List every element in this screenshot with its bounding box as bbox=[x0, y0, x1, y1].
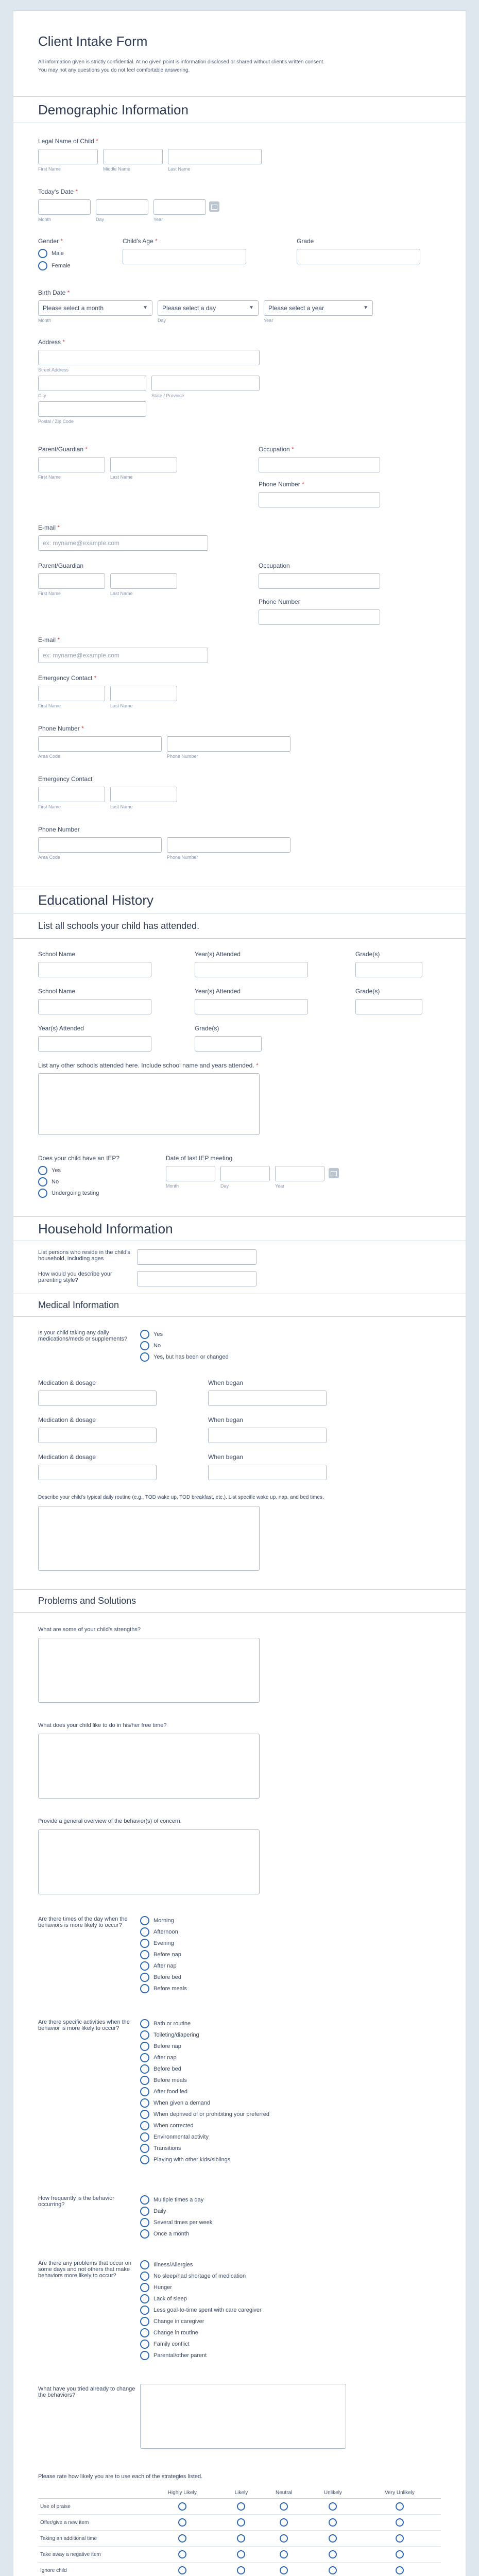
setting-events-label: Are there any problems that occur on some days and not others that make behaviors more likely to occur? bbox=[38, 2260, 131, 2279]
matrix-cell bbox=[223, 2531, 261, 2547]
acts-option-label: Before nap bbox=[153, 2043, 181, 2049]
acts-option-label: Transitions bbox=[153, 2145, 181, 2151]
sublabel-first: First Name bbox=[38, 804, 61, 809]
med-yes-label: Yes bbox=[153, 1331, 163, 1337]
acts-option-label: After food fed bbox=[153, 2089, 188, 2095]
matrix-cell bbox=[307, 2499, 358, 2515]
grade-label: Grade bbox=[297, 238, 314, 245]
matrix-row-label: Offer/give a new item bbox=[38, 2515, 142, 2531]
acts-option-radio[interactable] bbox=[140, 2110, 149, 2119]
matrix-cell bbox=[307, 2531, 358, 2547]
acts-option-label: Before meals bbox=[153, 2077, 187, 2083]
parent1-label: Parent/Guardian * bbox=[38, 446, 88, 453]
matrix-radio[interactable] bbox=[396, 2566, 404, 2574]
prob-option-radio[interactable] bbox=[140, 2317, 149, 2326]
times-option-label: Evening bbox=[153, 1940, 174, 1946]
med-dosage-label: Medication & dosage bbox=[38, 1453, 96, 1461]
prob-option-radio[interactable] bbox=[140, 2272, 149, 2281]
section-title: Household Information bbox=[38, 1221, 173, 1236]
overview-textarea[interactable] bbox=[38, 1829, 260, 1894]
freq-option-radio[interactable] bbox=[140, 2218, 149, 2227]
matrix-cell bbox=[358, 2563, 441, 2576]
matrix-cell bbox=[223, 2547, 261, 2563]
phone-label: Phone Number * bbox=[259, 481, 304, 488]
matrix-cell bbox=[307, 2547, 358, 2563]
overview-label: Provide a general overview of the behavior(s) of concern. bbox=[38, 1818, 182, 1824]
matrix-radio[interactable] bbox=[178, 2566, 186, 2574]
form-intro-line2: You may not any questions you do not feel comfortable answering. bbox=[38, 67, 190, 73]
matrix-row bbox=[38, 2499, 441, 2515]
times-option-radio[interactable] bbox=[140, 1927, 149, 1937]
acts-option-radio[interactable] bbox=[140, 2098, 149, 2108]
sublabel-day: Day bbox=[96, 217, 105, 222]
acts-option-label: Playing with other kids/siblings bbox=[153, 2157, 231, 2163]
section-title-medical: Medical Information bbox=[38, 1300, 119, 1310]
matrix-radio[interactable] bbox=[237, 2566, 245, 2574]
sublabel-first: First Name bbox=[38, 474, 61, 480]
form-intro-line1: All information given is strictly confidential. At no given point is information disclosed or shared without client's written consent. bbox=[38, 59, 325, 65]
birth-date-label: Birth Date * bbox=[38, 289, 70, 296]
acts-option-radio[interactable] bbox=[140, 2053, 149, 2062]
gender-female-label: Female bbox=[52, 263, 71, 269]
matrix-radio[interactable] bbox=[280, 2534, 288, 2543]
year-attended-label: Year(s) Attended bbox=[38, 1025, 84, 1032]
sublabel-street: Street Address bbox=[38, 367, 69, 372]
acts-option-label: When given a demand bbox=[153, 2100, 211, 2106]
section-title: Demographic Information bbox=[38, 102, 189, 117]
tried-label: What have you tried already to change the behaviors? bbox=[38, 2386, 135, 2398]
matrix-corner bbox=[38, 2487, 142, 2499]
matrix-row bbox=[38, 2531, 441, 2547]
grades-label: Grade(s) bbox=[355, 951, 380, 958]
sublabel-year: Year bbox=[153, 217, 163, 222]
child-age-label: Child's Age * bbox=[123, 238, 158, 245]
sublabel-first: First Name bbox=[38, 166, 61, 172]
year-attended-label: Year(s) Attended bbox=[195, 951, 241, 958]
sublabel-last: Last Name bbox=[110, 591, 133, 596]
sublabel-postal: Postal / Zip Code bbox=[38, 419, 74, 424]
matrix-cell bbox=[358, 2547, 441, 2563]
acts-option-radio[interactable] bbox=[140, 2121, 149, 2130]
birth-month-select[interactable]: Please select a month ▼ bbox=[38, 300, 152, 316]
times-option-label: Before bed bbox=[153, 1974, 181, 1980]
matrix-radio[interactable] bbox=[280, 2502, 288, 2511]
matrix-row-label: Taking an additional time bbox=[38, 2531, 142, 2547]
matrix-cell bbox=[223, 2563, 261, 2576]
grades-label: Grade(s) bbox=[355, 988, 380, 995]
matrix-cell bbox=[142, 2499, 223, 2515]
medications-question-label: Is your child taking any daily medications/meds or supplements? bbox=[38, 1330, 128, 1342]
times-option-label: Morning bbox=[153, 1918, 174, 1924]
matrix-radio[interactable] bbox=[396, 2534, 404, 2543]
matrix-radio[interactable] bbox=[329, 2566, 337, 2574]
matrix-col-header: Very Unlikely bbox=[358, 2487, 441, 2499]
prob-option-label: Family conflict bbox=[153, 2341, 190, 2347]
freq-option-label: Several times per week bbox=[153, 2219, 213, 2226]
matrix-radio[interactable] bbox=[178, 2518, 186, 2527]
strengths-textarea[interactable] bbox=[38, 1638, 260, 1703]
prob-option-label: Illness/Allergies bbox=[153, 2262, 193, 2268]
section-title-problems: Problems and Solutions bbox=[38, 1596, 136, 1606]
matrix-radio[interactable] bbox=[178, 2534, 186, 2543]
matrix-radio[interactable] bbox=[178, 2502, 186, 2511]
matrix-col-header: Neutral bbox=[260, 2487, 307, 2499]
household-members-label: List persons who reside in the child's household, including ages bbox=[38, 1249, 130, 1262]
freq-option-radio[interactable] bbox=[140, 2229, 149, 2239]
times-option-radio[interactable] bbox=[140, 1961, 149, 1971]
prob-option-label: Less goal-to-time spent with care caregiver bbox=[153, 2307, 262, 2313]
matrix-col-header: Unlikely bbox=[307, 2487, 358, 2499]
occupation2-label: Occupation bbox=[259, 562, 290, 569]
legal-name-label: Legal Name of Child * bbox=[38, 138, 98, 145]
sublabel-month: Month bbox=[38, 217, 52, 222]
prob-option-label: Parental/other parent bbox=[153, 2352, 207, 2359]
emergency1-phone-label: Phone Number * bbox=[38, 725, 84, 732]
matrix-col-header: Likely bbox=[223, 2487, 261, 2499]
matrix-row bbox=[38, 2547, 441, 2563]
sublabel-city: City bbox=[38, 393, 46, 398]
med-changed-label: Yes, but has been or changed bbox=[153, 1354, 229, 1360]
prob-option-label: Hunger bbox=[153, 2284, 173, 2291]
prob-option-label: Change in caregiver bbox=[153, 2318, 204, 2325]
sublabel-day: Day bbox=[158, 318, 166, 323]
email-input[interactable]: ex: myname@example.com bbox=[38, 535, 208, 551]
matrix-radio[interactable] bbox=[280, 2550, 288, 2558]
emergency2-phone-label: Phone Number bbox=[38, 826, 80, 833]
free-time-textarea[interactable] bbox=[38, 1734, 260, 1799]
sublabel-last: Last Name bbox=[110, 804, 133, 809]
matrix-radio[interactable] bbox=[396, 2550, 404, 2558]
times-label: Are there times of the day when the behaviors is more likely to occur? bbox=[38, 1916, 128, 1928]
year-attended-label: Year(s) Attended bbox=[195, 988, 241, 995]
matrix-radio[interactable] bbox=[280, 2566, 288, 2574]
sublabel-phone: Phone Number bbox=[167, 754, 198, 759]
sublabel-last: Last Name bbox=[110, 703, 133, 708]
med-dosage-label: Medication & dosage bbox=[38, 1379, 96, 1386]
acts-option-radio[interactable] bbox=[140, 2087, 149, 2096]
iep-yes-label: Yes bbox=[52, 1167, 61, 1174]
sublabel-area: Area Code bbox=[38, 855, 61, 860]
email-label: E-mail * bbox=[38, 524, 60, 531]
sublabel-year: Year bbox=[264, 318, 273, 323]
matrix-row-label: Ignore child bbox=[38, 2563, 142, 2576]
strengths-label: What are some of your child's strengths? bbox=[38, 1626, 141, 1633]
med-dosage-label: Medication & dosage bbox=[38, 1416, 96, 1423]
prob-option-radio[interactable] bbox=[140, 2283, 149, 2292]
freq-option-label: Daily bbox=[153, 2208, 166, 2214]
matrix-row-label: Take away a negative item bbox=[38, 2547, 142, 2563]
matrix-cell bbox=[307, 2515, 358, 2531]
education-subtitle: List all schools your child has attended. bbox=[38, 921, 200, 931]
sublabel-day: Day bbox=[220, 1183, 229, 1189]
prob-option-radio[interactable] bbox=[140, 2260, 149, 2269]
matrix-radio[interactable] bbox=[178, 2550, 186, 2558]
matrix-cell bbox=[142, 2547, 223, 2563]
strategies-matrix bbox=[38, 2487, 441, 2576]
sublabel-first: First Name bbox=[38, 703, 61, 708]
matrix-cell bbox=[260, 2515, 307, 2531]
times-option-label: Before meals bbox=[153, 1986, 187, 1992]
acts-option-label: After nap bbox=[153, 2055, 177, 2061]
acts-option-label: When corrected bbox=[153, 2123, 194, 2129]
matrix-cell bbox=[260, 2563, 307, 2576]
matrix-cell bbox=[260, 2531, 307, 2547]
acts-option-radio[interactable] bbox=[140, 2144, 149, 2153]
email2-input[interactable]: ex: myname@example.com bbox=[38, 648, 208, 663]
sublabel-phone: Phone Number bbox=[167, 855, 198, 860]
iep-label: Does your child have an IEP? bbox=[38, 1155, 120, 1162]
matrix-cell bbox=[307, 2563, 358, 2576]
school-name-label: School Name bbox=[38, 951, 76, 958]
matrix-radio[interactable] bbox=[237, 2502, 245, 2511]
acts-option-radio[interactable] bbox=[140, 2019, 149, 2028]
times-option-radio[interactable] bbox=[140, 1939, 149, 1948]
matrix-radio[interactable] bbox=[396, 2518, 404, 2527]
times-option-label: Before nap bbox=[153, 1952, 181, 1958]
sublabel-month: Month bbox=[166, 1183, 179, 1189]
matrix-cell bbox=[142, 2531, 223, 2547]
prob-option-radio[interactable] bbox=[140, 2328, 149, 2337]
matrix-cell bbox=[260, 2547, 307, 2563]
acts-option-label: When deprived of or prohibiting your preferred bbox=[153, 2111, 270, 2117]
tried-textarea[interactable] bbox=[140, 2384, 346, 2449]
matrix-cell bbox=[358, 2531, 441, 2547]
prob-option-label: Change in routine bbox=[153, 2330, 198, 2336]
problem-fields bbox=[13, 11, 466, 2576]
sublabel-year: Year bbox=[275, 1183, 285, 1189]
sublabel-area: Area Code bbox=[38, 754, 61, 759]
acts-option-label: Bath or routine bbox=[153, 2021, 191, 2027]
prob-option-radio[interactable] bbox=[140, 2340, 149, 2349]
sublabel-first: First Name bbox=[38, 591, 61, 596]
last-iep-label: Date of last IEP meeting bbox=[166, 1155, 233, 1162]
gender-male-label: Male bbox=[52, 250, 64, 257]
acts-option-radio[interactable] bbox=[140, 2030, 149, 2040]
matrix-row-label: Use of praise bbox=[38, 2499, 142, 2515]
birth-day-select[interactable]: Please select a day ▼ bbox=[158, 300, 259, 316]
prob-option-radio[interactable] bbox=[140, 2294, 149, 2303]
frequency-label: How frequently is the behavior occurring? bbox=[38, 2195, 114, 2208]
times-option-radio[interactable] bbox=[140, 1973, 149, 1982]
iep-no-label: No bbox=[52, 1179, 59, 1185]
acts-option-label: Environmental activity bbox=[153, 2134, 209, 2140]
freq-option-label: Multiple times a day bbox=[153, 2197, 204, 2203]
sublabel-last: Last Name bbox=[110, 474, 133, 480]
med-no-label: No bbox=[153, 1343, 161, 1349]
section-title: Educational History bbox=[38, 892, 153, 908]
form-title: Client Intake Form bbox=[38, 33, 148, 49]
matrix-radio[interactable] bbox=[329, 2502, 337, 2511]
matrix-radio[interactable] bbox=[329, 2534, 337, 2543]
acts-option-radio[interactable] bbox=[140, 2064, 149, 2074]
sublabel-middle: Middle Name bbox=[103, 166, 131, 172]
freq-option-label: Once a month bbox=[153, 2231, 190, 2237]
grades-label: Grade(s) bbox=[195, 1025, 219, 1032]
prob-option-radio[interactable] bbox=[140, 2351, 149, 2360]
matrix-radio[interactable] bbox=[396, 2502, 404, 2511]
prob-option-label: Lack of sleep bbox=[153, 2296, 187, 2302]
sublabel-last: Last Name bbox=[168, 166, 191, 172]
matrix-cell bbox=[358, 2499, 441, 2515]
prob-option-label: No sleep/had shortage of medication bbox=[153, 2273, 246, 2279]
matrix-cell bbox=[358, 2515, 441, 2531]
routine-label: Describe your child's typical daily routine (e.g., TOD wake up, TOD breakfast, etc.). List specific wake up, nap, and bed times. bbox=[38, 1495, 324, 1500]
acts-option-radio[interactable] bbox=[140, 2042, 149, 2051]
emergency1-label: Emergency Contact * bbox=[38, 674, 97, 682]
school-name-label: School Name bbox=[38, 988, 76, 995]
times-option-radio[interactable] bbox=[140, 1950, 149, 1959]
free-time-label: What does your child like to do in his/her free time? bbox=[38, 1722, 167, 1728]
when-began-label: When began bbox=[208, 1416, 244, 1423]
email2-label: E-mail * bbox=[38, 636, 60, 643]
acts-option-radio[interactable] bbox=[140, 2132, 149, 2142]
acts-option-label: Toileting/diapering bbox=[153, 2032, 199, 2038]
phone2-label: Phone Number bbox=[259, 598, 300, 605]
when-began-label: When began bbox=[208, 1379, 244, 1386]
intake-form bbox=[13, 10, 466, 2576]
freq-option-radio[interactable] bbox=[140, 2195, 149, 2205]
occupation-label: Occupation * bbox=[259, 446, 294, 453]
matrix-cell bbox=[260, 2499, 307, 2515]
address-label: Address * bbox=[38, 338, 65, 346]
when-began-label: When began bbox=[208, 1453, 244, 1461]
matrix-row bbox=[38, 2563, 441, 2576]
activities-label: Are there specific activities when the behavior is more likely to occur? bbox=[38, 2019, 130, 2031]
acts-option-radio[interactable] bbox=[140, 2076, 149, 2085]
freq-option-radio[interactable] bbox=[140, 2207, 149, 2216]
matrix-radio[interactable] bbox=[329, 2518, 337, 2527]
acts-option-radio[interactable] bbox=[140, 2155, 149, 2164]
matrix-cell bbox=[223, 2499, 261, 2515]
todays-date-label: Today's Date * bbox=[38, 188, 78, 195]
times-option-label: Afternoon bbox=[153, 1929, 178, 1935]
iep-testing-label: Undergoing testing bbox=[52, 1190, 99, 1196]
matrix-row bbox=[38, 2515, 441, 2531]
times-option-radio[interactable] bbox=[140, 1916, 149, 1925]
gender-label: Gender * bbox=[38, 238, 63, 245]
times-option-label: After nap bbox=[153, 1963, 177, 1969]
matrix-col-header: Highly Likely bbox=[142, 2487, 223, 2499]
matrix-radio[interactable] bbox=[329, 2550, 337, 2558]
matrix-label: Please rate how likely you are to use each of the strategies listed. bbox=[38, 2473, 203, 2480]
acts-option-label: Before bed bbox=[153, 2066, 181, 2072]
parent2-label: Parent/Guardian bbox=[38, 562, 84, 569]
sublabel-state: State / Province bbox=[151, 393, 184, 398]
emergency2-label: Emergency Contact bbox=[38, 775, 93, 783]
sublabel-month: Month bbox=[38, 318, 52, 323]
matrix-cell bbox=[142, 2563, 223, 2576]
matrix-radio[interactable] bbox=[237, 2534, 245, 2543]
birth-year-select[interactable]: Please select a year ▼ bbox=[264, 300, 373, 316]
matrix-radio[interactable] bbox=[280, 2518, 288, 2527]
list-other-label: List any other schools attended here. Include school name and years attended. * bbox=[38, 1062, 259, 1069]
matrix-radio[interactable] bbox=[237, 2518, 245, 2527]
matrix-cell bbox=[142, 2515, 223, 2531]
matrix-cell bbox=[223, 2515, 261, 2531]
parenting-style-label: How would you describe your parenting style? bbox=[38, 1271, 112, 1283]
matrix-radio[interactable] bbox=[237, 2550, 245, 2558]
prob-option-radio[interactable] bbox=[140, 2306, 149, 2315]
times-option-radio[interactable] bbox=[140, 1984, 149, 1993]
